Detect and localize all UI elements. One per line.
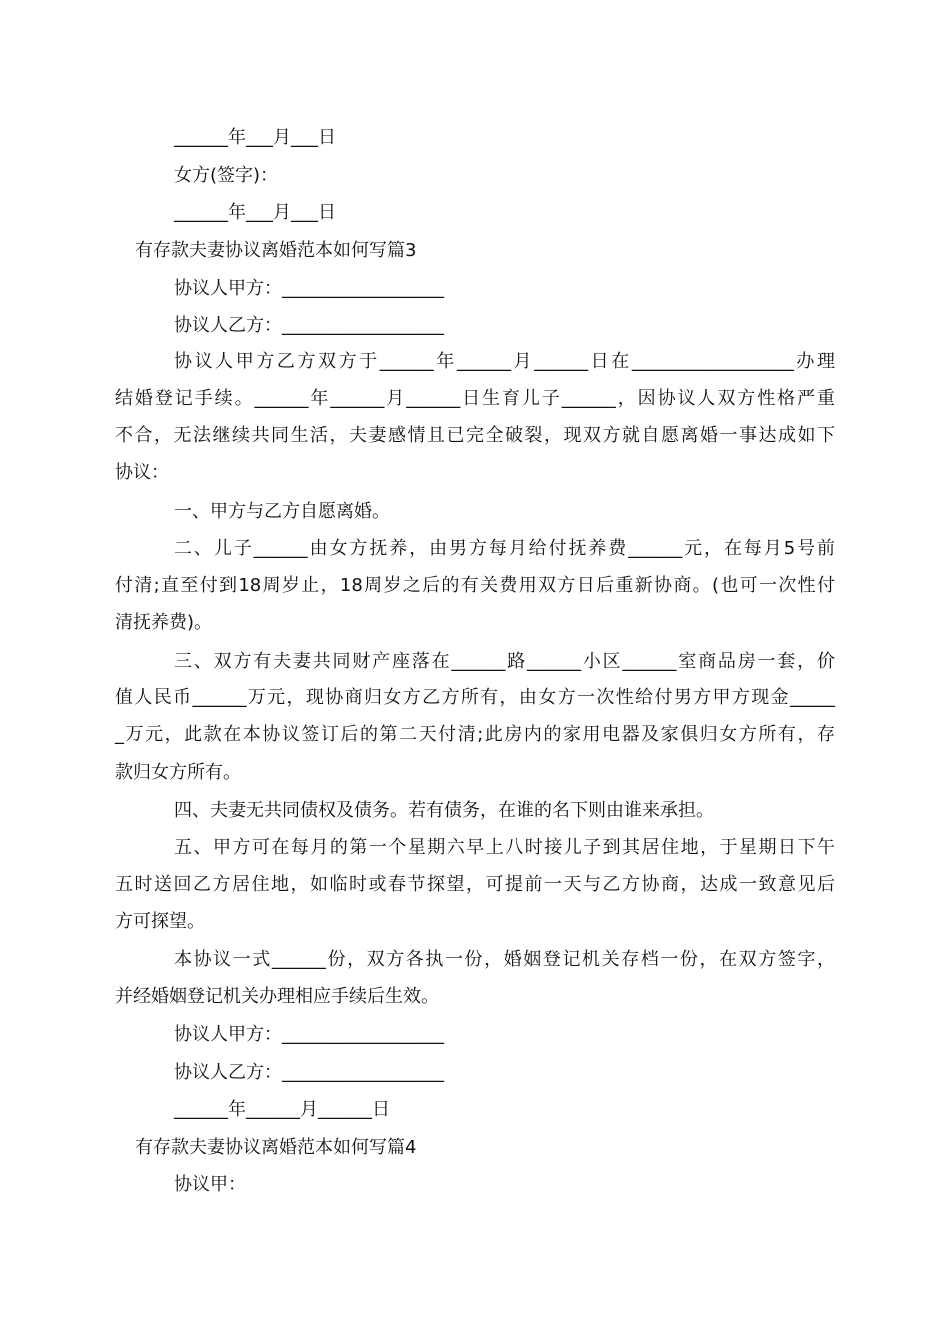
clause-4: 四、夫妻无共同债权及债务。若有债务，在谁的名下则由谁来承担。	[174, 800, 714, 821]
party-b-line: 协议人乙方：__________________	[174, 315, 444, 336]
paragraph-line: 不合，无法继续共同生活，夫妻感情且已完全破裂，现双方就自愿离婚一事达成如下	[115, 425, 835, 446]
date-line: ______年______月______日	[174, 1099, 390, 1120]
female-signature-label: 女方(签字)：	[174, 165, 279, 186]
clause-1: 一、甲方与乙方自愿离婚。	[174, 501, 390, 522]
paragraph-line: 协议：	[115, 462, 169, 483]
party-a-label: 协议甲：	[174, 1174, 246, 1195]
clause-3-line: 值人民币______万元，现协商归女方乙方所有，由女方一次性给付男方甲方现金_____	[115, 687, 835, 708]
paragraph-line: 结婚登记手续。______年______月______日生育儿子______，因协议人双方性格严重	[115, 388, 835, 409]
paragraph-line: 协议人甲方乙方双方于______年______月______日在__________________办理	[174, 351, 835, 372]
party-a-line: 协议人甲方：__________________	[174, 1024, 444, 1045]
closing-line: 本协议一式______份，双方各执一份，婚姻登记机关存档一份，在双方签字，	[174, 949, 835, 970]
clause-2-line: 清抚养费)。	[115, 612, 213, 633]
party-b-line: 协议人乙方：__________________	[174, 1062, 444, 1083]
clause-5-line: 方可探望。	[115, 911, 205, 932]
party-a-line: 协议人甲方：__________________	[174, 278, 444, 299]
section-heading: 有存款夫妻协议离婚范本如何写篇4	[135, 1137, 417, 1158]
section-heading: 有存款夫妻协议离婚范本如何写篇3	[135, 240, 417, 261]
date-line: ______年___月___日	[174, 127, 336, 148]
clause-3-line: _万元，此款在本协议签订后的第二天付清;此房内的家用电器及家俱归女方所有，存	[115, 724, 835, 745]
clause-3-line: 三、双方有夫妻共同财产座落在______路______小区______室商品房一套，价	[174, 651, 835, 672]
clause-3-line: 款归女方所有。	[115, 762, 241, 783]
clause-5-line: 五时送回乙方居住地，如临时或春节探望，可提前一天与乙方协商，达成一致意见后	[115, 874, 835, 895]
clause-2-line: 付清;直至付到18周岁止，18周岁之后的有关费用双方日后重新协商。(也可一次性付	[115, 575, 835, 596]
closing-line: 并经婚姻登记机关办理相应手续后生效。	[115, 986, 439, 1007]
clause-2-line: 二、儿子______由女方抚养，由男方每月给付抚养费______元，在每月5号前	[174, 538, 835, 559]
date-line: ______年___月___日	[174, 202, 336, 223]
clause-5-line: 五、甲方可在每月的第一个星期六早上八时接儿子到其居住地，于星期日下午	[174, 837, 835, 858]
